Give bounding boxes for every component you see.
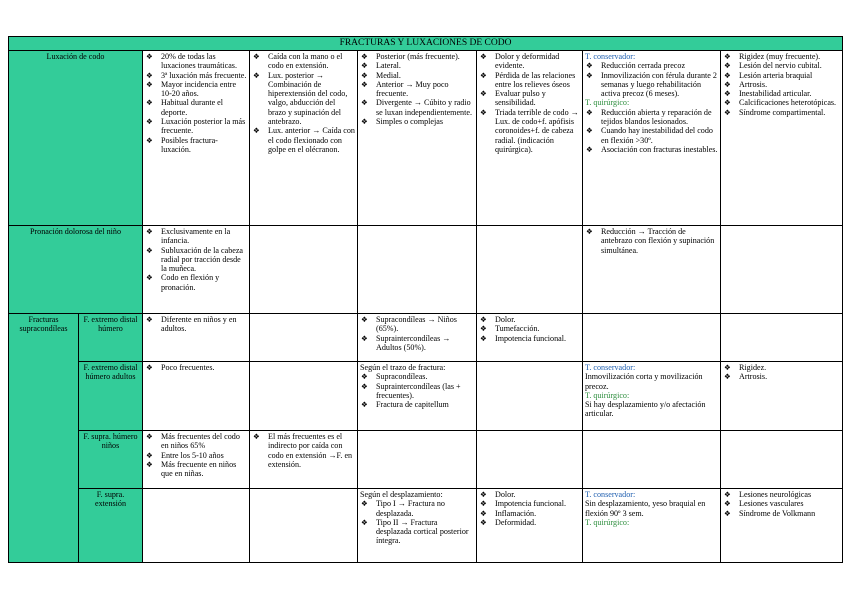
list-item-text: Síndrome compartimental. <box>739 107 826 117</box>
list-item <box>360 61 474 70</box>
diamond-bullet-icon: ❖ <box>586 61 593 71</box>
list-item <box>585 108 718 127</box>
list-item <box>360 117 474 126</box>
list-item-text: Mayor incidencia entre 10-20 años. <box>161 79 237 99</box>
list-item-text: Pérdida de las relaciones entre los relieves óseos <box>495 70 576 89</box>
list-item-text: El más frecuentes es el indirecto por caída con codo en extensión →F. en extensión. <box>268 432 353 469</box>
list-item <box>723 372 840 381</box>
list-item-text: Luxación posterior la más frecuente. <box>161 117 246 136</box>
list-item-text: Reducción cerrada precoz <box>601 61 686 71</box>
bullet-list <box>145 227 247 292</box>
diamond-bullet-icon: ❖ <box>480 490 487 499</box>
list-item <box>585 145 718 154</box>
diamond-bullet-icon: ❖ <box>480 107 487 117</box>
list-item <box>723 108 840 117</box>
diamond-bullet-icon: ❖ <box>724 70 731 80</box>
cell-epidemiologia <box>143 314 250 362</box>
list-item <box>360 518 474 546</box>
list-item-text: Lesión arteria braquial <box>739 70 813 80</box>
cell-tratamiento <box>583 489 721 563</box>
table-row <box>9 51 843 226</box>
list-item <box>479 334 580 343</box>
diamond-bullet-icon: ❖ <box>146 315 153 324</box>
list-item-text: Síndrome de Volkmann <box>739 508 816 518</box>
list-item <box>723 363 840 372</box>
table-row <box>9 314 843 362</box>
bullet-list <box>252 432 355 469</box>
list-item <box>479 509 580 518</box>
bullet-list <box>360 52 474 126</box>
diamond-bullet-icon: ❖ <box>480 89 487 99</box>
list-item-text: Poco frecuentes. <box>161 363 215 372</box>
diamond-bullet-icon: ❖ <box>361 517 368 527</box>
subrow-label: F. extremo distal húmero <box>79 314 143 362</box>
cell-clinica <box>477 489 583 563</box>
list-item-text: Supraintercondíleas → Adultos (50%). <box>376 333 451 352</box>
diamond-bullet-icon: ❖ <box>480 499 487 509</box>
list-item <box>479 518 580 527</box>
diamond-bullet-icon: ❖ <box>146 273 153 283</box>
diamond-bullet-icon: ❖ <box>724 490 731 499</box>
diamond-bullet-icon: ❖ <box>724 52 731 61</box>
cell-epidemiologia <box>143 226 250 314</box>
list-item <box>479 315 580 324</box>
cell-tratamiento <box>583 362 721 431</box>
list-item-text: Dolor. <box>495 490 516 499</box>
trat-quirurgico-text: Si hay desplazamiento y/o afectación articular. <box>585 400 706 419</box>
list-item-text: Lux. anterior → Caída con el codo flexionado con golpe en el olécranon. <box>268 126 355 154</box>
list-item-text: Dolor y deformidad evidente. <box>495 52 560 71</box>
diamond-bullet-icon: ❖ <box>724 508 731 518</box>
cell-empty <box>358 431 477 489</box>
bullet-list <box>585 61 718 98</box>
list-item-text: Inestabilidad articular. <box>739 89 812 99</box>
bullet-list <box>723 490 840 518</box>
clasificacion-intro: Según el trazo de fractura: <box>360 363 446 372</box>
list-item <box>145 136 247 155</box>
list-item-text: Habitual durante el deporte. <box>161 98 224 117</box>
list-item-text: Supraintercondíleas (las + frecuentes). <box>376 381 461 400</box>
cell-mecanismo <box>250 51 358 226</box>
bullet-list <box>723 363 840 382</box>
diamond-bullet-icon: ❖ <box>724 98 731 108</box>
cell-empty <box>477 431 583 489</box>
list-item <box>145 315 247 334</box>
diamond-bullet-icon: ❖ <box>586 107 593 117</box>
trat-quirurgico-label: T. quirúrgico: <box>585 517 630 527</box>
list-item-text: Más frecuentes del codo en niños 65% <box>161 432 240 451</box>
bullet-list <box>145 52 247 154</box>
cell-complicaciones <box>721 51 843 226</box>
list-item <box>252 52 355 71</box>
table-row <box>9 489 843 563</box>
cell-empty <box>477 226 583 314</box>
list-item-text: Calcificaciones heterotópicas. <box>739 98 837 108</box>
list-item <box>479 490 580 499</box>
diamond-bullet-icon: ❖ <box>361 52 368 61</box>
list-item <box>360 372 474 381</box>
list-item <box>145 71 247 80</box>
list-item-text: Lesiones vasculares <box>739 499 804 509</box>
diamond-bullet-icon: ❖ <box>724 372 731 382</box>
list-item <box>360 98 474 117</box>
list-item-text: Simples o complejas <box>376 117 443 127</box>
cell-clinica <box>477 314 583 362</box>
diamond-bullet-icon: ❖ <box>361 79 368 89</box>
cell-clasificacion <box>358 489 477 563</box>
diamond-bullet-icon: ❖ <box>361 61 368 71</box>
diamond-bullet-icon: ❖ <box>480 517 487 527</box>
list-item-text: Más frecuente en niños que en niñas. <box>161 459 237 479</box>
cell-complicaciones <box>721 489 843 563</box>
bullet-list <box>145 363 247 372</box>
row-label-pronacion: Pronación dolorosa del niño <box>9 226 143 314</box>
list-item <box>723 509 840 518</box>
list-item <box>360 80 474 99</box>
trat-conservador-label: T. conservador: <box>585 52 636 61</box>
list-item-text: Impotencia funcional. <box>495 333 567 343</box>
list-item-text: Asociación con fracturas inestables. <box>601 144 718 154</box>
list-item <box>252 71 355 127</box>
subrow-label: F. supra. extensión <box>79 489 143 563</box>
list-item-text: Artrosis. <box>739 79 768 89</box>
diamond-bullet-icon: ❖ <box>586 126 593 136</box>
list-item <box>479 108 580 154</box>
list-item-text: Inmovilización con férula durante 2 semanas y luego rehabilitación activa precoz (6 meses). <box>601 70 717 99</box>
diamond-bullet-icon: ❖ <box>724 89 731 99</box>
cell-empty <box>583 314 721 362</box>
diamond-bullet-icon: ❖ <box>146 245 153 255</box>
diamond-bullet-icon: ❖ <box>361 381 368 391</box>
diamond-bullet-icon: ❖ <box>146 79 153 89</box>
diamond-bullet-icon: ❖ <box>724 61 731 71</box>
diamond-bullet-icon: ❖ <box>253 70 260 80</box>
cell-clinica <box>477 51 583 226</box>
diamond-bullet-icon: ❖ <box>586 227 593 236</box>
cell-empty <box>250 226 358 314</box>
bullet-list <box>360 372 474 409</box>
list-item <box>360 315 474 334</box>
list-item-text: Lux. posterior → Combinación de hiperextensión del codo, valgo, abducción del brazo y supinación del antebrazo. <box>268 70 348 127</box>
list-item-text: 20% de todas las luxaciones traumáticas. <box>161 52 237 71</box>
diamond-bullet-icon: ❖ <box>146 135 153 145</box>
diamond-bullet-icon: ❖ <box>480 315 487 324</box>
diamond-bullet-icon: ❖ <box>361 499 368 509</box>
diamond-bullet-icon: ❖ <box>586 144 593 154</box>
list-item <box>360 334 474 353</box>
diamond-bullet-icon: ❖ <box>361 372 368 382</box>
list-item <box>585 126 718 145</box>
list-item <box>145 227 247 246</box>
list-item <box>723 61 840 70</box>
list-item <box>360 382 474 401</box>
list-item <box>479 324 580 333</box>
cell-epidemiologia <box>143 431 250 489</box>
diamond-bullet-icon: ❖ <box>361 315 368 324</box>
list-item-text: Evaluar pulso y sensibilidad. <box>495 89 546 108</box>
clasificacion-intro: Según el desplazamiento: <box>360 490 443 499</box>
diamond-bullet-icon: ❖ <box>361 70 368 80</box>
list-item-text: Diferente en niños y en adultos. <box>161 315 237 334</box>
diamond-bullet-icon: ❖ <box>253 126 260 136</box>
table-row <box>9 431 843 489</box>
list-item <box>479 52 580 71</box>
list-item-text: Tipo II → Fractura desplazada cortical posterior íntegra. <box>376 517 469 546</box>
list-item-text: Posterior (más frecuente). <box>376 52 460 61</box>
list-item <box>360 499 474 518</box>
subrow-label: F. extremo distal húmero adultos <box>79 362 143 431</box>
list-item-text: Cuando hay inestabilidad del codo en flexión >30º. <box>601 126 713 145</box>
list-item <box>145 117 247 136</box>
bullet-list <box>252 52 355 154</box>
bullet-list <box>723 52 840 117</box>
list-item <box>479 71 580 90</box>
bullet-list <box>479 52 580 154</box>
list-item-text: Anterior → Muy poco frecuente. <box>376 79 449 99</box>
list-item <box>145 363 247 372</box>
cell-empty <box>250 362 358 431</box>
diamond-bullet-icon: ❖ <box>480 70 487 80</box>
diamond-bullet-icon: ❖ <box>724 363 731 372</box>
bullet-list <box>479 315 580 343</box>
list-item-text: Codo en flexión y pronación. <box>161 273 220 292</box>
list-item-text: 3ª luxación más frecuente. <box>161 70 247 80</box>
bullet-list <box>145 432 247 478</box>
list-item <box>585 227 718 255</box>
cell-empty <box>583 431 721 489</box>
list-item <box>360 71 474 80</box>
diamond-bullet-icon: ❖ <box>361 98 368 108</box>
list-item-text: Posibles fractura-luxación. <box>161 135 218 154</box>
diamond-bullet-icon: ❖ <box>146 52 153 61</box>
list-item <box>145 432 247 451</box>
list-item-text: Inflamación. <box>495 508 537 518</box>
diamond-bullet-icon: ❖ <box>253 52 260 61</box>
cell-tratamiento <box>583 226 721 314</box>
trat-conservador-label: T. conservador: <box>585 363 636 372</box>
diamond-bullet-icon: ❖ <box>146 450 153 460</box>
subrow-label: F. supra. húmero niños <box>79 431 143 489</box>
list-item <box>723 80 840 89</box>
diamond-bullet-icon: ❖ <box>146 227 153 236</box>
bullet-list <box>145 315 247 334</box>
list-item <box>145 273 247 292</box>
list-item <box>479 89 580 108</box>
diamond-bullet-icon: ❖ <box>480 324 487 334</box>
table-title: FRACTURAS Y LUXACIONES DE CODO <box>9 37 843 51</box>
diamond-bullet-icon: ❖ <box>480 508 487 518</box>
list-item <box>145 451 247 460</box>
list-item-text: Triada terrible de codo → Lux. de codo+f. apófisis coronoides+f. de cabeza radial. (indicación quirúrgica). <box>495 107 579 154</box>
table-row <box>9 362 843 431</box>
diamond-bullet-icon: ❖ <box>146 117 153 127</box>
diamond-bullet-icon: ❖ <box>480 52 487 61</box>
list-item-text: Caída con la mano o el codo en extensión. <box>268 52 343 71</box>
cell-clasificacion <box>358 314 477 362</box>
bullet-list <box>585 108 718 154</box>
diamond-bullet-icon: ❖ <box>146 432 153 441</box>
list-item-text: Entre los 5-10 años <box>161 450 224 460</box>
list-item-text: Supracondíleas → Niños (65%). <box>376 315 457 334</box>
list-item-text: Artrosis. <box>739 372 768 382</box>
list-item-text: Rigidez. <box>739 363 767 372</box>
list-item-text: Fractura de capitellum <box>376 400 449 410</box>
cell-empty <box>721 431 843 489</box>
list-item-text: Lateral. <box>376 61 401 71</box>
row-label-supracondileas: Fracturas supracondíleas <box>9 314 79 563</box>
list-item <box>479 499 580 508</box>
cell-tratamiento <box>583 51 721 226</box>
diamond-bullet-icon: ❖ <box>361 400 368 410</box>
list-item-text: Lesiones neurológicas <box>739 490 812 499</box>
list-item-text: Dolor. <box>495 315 516 324</box>
cell-complicaciones <box>721 362 843 431</box>
list-item <box>145 246 247 274</box>
list-item <box>360 52 474 61</box>
diamond-bullet-icon: ❖ <box>253 432 260 441</box>
diamond-bullet-icon: ❖ <box>146 70 153 80</box>
cell-empty <box>721 226 843 314</box>
list-item <box>723 98 840 107</box>
list-item-text: Reducción abierta y reparación de tejidos blandos lesionados. <box>601 107 712 127</box>
diamond-bullet-icon: ❖ <box>146 98 153 108</box>
diamond-bullet-icon: ❖ <box>361 333 368 343</box>
list-item <box>585 61 718 70</box>
table-row <box>9 226 843 314</box>
list-item-text: Medial. <box>376 70 401 80</box>
list-item-text: Lesión del nervio cubital. <box>739 61 822 71</box>
list-item-text: Supracondíleas. <box>376 372 428 382</box>
list-item <box>723 499 840 508</box>
list-item-text: Tipo I → Fractura no desplazada. <box>376 499 445 518</box>
list-item-text: Reducción → Tracción de antebrazo con flexión y supinación simultánea. <box>601 227 715 255</box>
bullet-list <box>585 227 718 255</box>
trat-conservador-label: T. conservador: <box>585 490 636 499</box>
cell-empty <box>477 362 583 431</box>
cell-empty <box>358 226 477 314</box>
diamond-bullet-icon: ❖ <box>480 333 487 343</box>
cell-empty <box>721 314 843 362</box>
diamond-bullet-icon: ❖ <box>146 363 153 372</box>
list-item <box>252 126 355 154</box>
fracture-table <box>8 36 843 563</box>
list-item-text: Deformidad. <box>495 517 537 527</box>
bullet-list <box>360 315 474 352</box>
list-item <box>145 80 247 99</box>
cell-clasificacion <box>358 51 477 226</box>
list-item-text: Subluxación de la cabeza radial por tracción desde la muñeca. <box>161 245 244 274</box>
list-item-text: Rigidez (muy frecuente). <box>739 52 821 61</box>
list-item-text: Divergente → Cúbito y radio se luxan independientemente. <box>376 98 472 117</box>
trat-conservador-text: Inmovilización corta y movilización precoz. <box>585 372 703 391</box>
diamond-bullet-icon: ❖ <box>586 70 593 80</box>
bullet-list <box>479 490 580 527</box>
cell-epidemiologia <box>143 362 250 431</box>
list-item <box>145 52 247 71</box>
cell-empty <box>250 314 358 362</box>
diamond-bullet-icon: ❖ <box>724 499 731 509</box>
cell-epidemiologia <box>143 51 250 226</box>
list-item <box>723 89 840 98</box>
diamond-bullet-icon: ❖ <box>724 79 731 89</box>
row-label-luxacion: Luxación de codo <box>9 51 143 226</box>
cell-empty <box>143 489 250 563</box>
list-item <box>360 400 474 409</box>
list-item <box>145 460 247 479</box>
list-item <box>252 432 355 469</box>
list-item <box>145 98 247 117</box>
list-item-text: Impotencia funcional. <box>495 499 567 509</box>
cell-empty <box>250 489 358 563</box>
trat-conservador-text: Sin desplazamiento, yeso braquial en flexión 90º 3 sem. <box>585 499 706 518</box>
list-item <box>723 52 840 61</box>
cell-clasificacion <box>358 362 477 431</box>
diamond-bullet-icon: ❖ <box>724 107 731 117</box>
list-item <box>723 71 840 80</box>
trat-quirurgico-label: T. quirúrgico: <box>585 390 630 400</box>
list-item-text: Tumefacción. <box>495 324 540 334</box>
bullet-list <box>360 499 474 545</box>
trat-quirurgico-label: T. quirúrgico: <box>585 98 630 108</box>
list-item-text: Exclusivamente en la infancia. <box>161 227 231 246</box>
list-item <box>585 71 718 99</box>
list-item <box>723 490 840 499</box>
diamond-bullet-icon: ❖ <box>146 459 153 469</box>
diamond-bullet-icon: ❖ <box>361 117 368 127</box>
cell-mecanismo <box>250 431 358 489</box>
